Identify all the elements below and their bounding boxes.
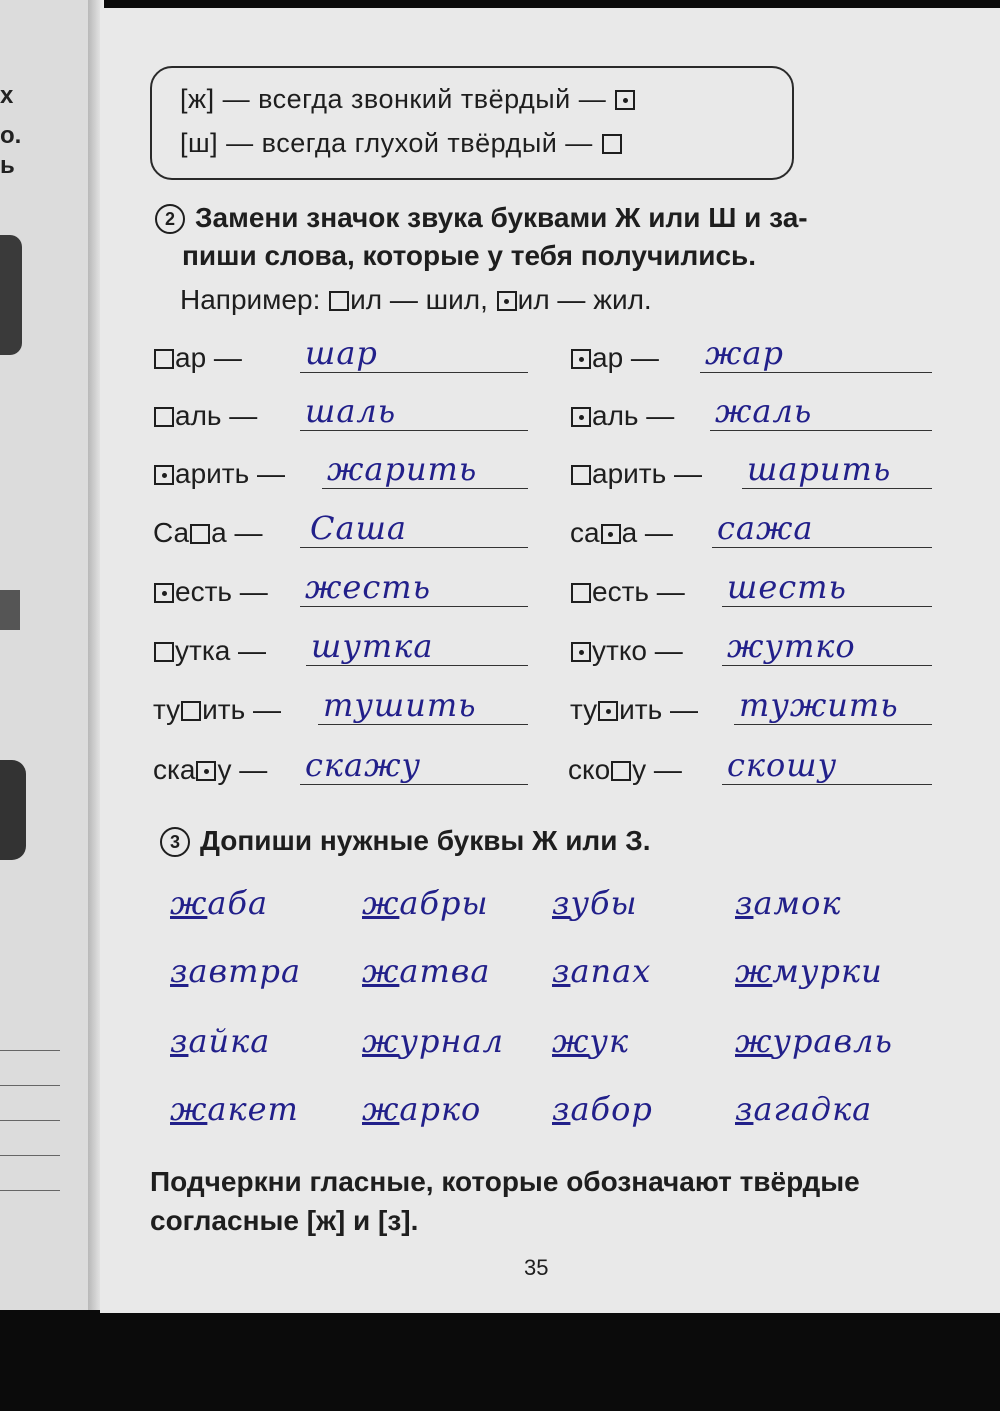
task2-title-line2: пиши слова, которые у тебя получились. — [182, 240, 757, 271]
handwritten-answer: скажу — [305, 746, 422, 784]
answer-line — [300, 547, 528, 548]
task3-footer-line1: Подчеркни гласные, которые обозначают твёрдые — [150, 1166, 860, 1197]
handwritten-answer: шутка — [311, 627, 434, 665]
task2-prompt: арить — — [570, 458, 702, 490]
handwritten-word: забор — [552, 1090, 653, 1128]
answer-line — [742, 488, 932, 489]
left-page-edge — [0, 0, 92, 1310]
handwritten-word: журнал — [362, 1022, 504, 1060]
voiceless-sound-icon — [154, 642, 174, 662]
task2-prompt: утко — — [570, 635, 683, 667]
left-page-illustration — [0, 235, 22, 355]
task2-prompt: ту ить — — [570, 694, 698, 725]
answer-line — [722, 784, 932, 785]
handwritten-answer: жар — [705, 334, 784, 372]
voiced-sound-icon — [571, 349, 591, 369]
left-page-fragment: о. — [0, 122, 22, 149]
voiceless-sound-icon — [190, 524, 210, 544]
answer-line — [722, 606, 932, 607]
handwritten-answer: шаль — [305, 392, 397, 430]
task2-prompt: арить — — [153, 458, 285, 490]
handwritten-answer: шесть — [727, 568, 847, 606]
voiceless-sound-icon — [571, 465, 591, 485]
task2-title-line1: Замени значок звука буквами Ж или Ш и за- — [195, 202, 808, 233]
task2-prompt: утка — — [153, 635, 266, 667]
handwritten-word: зубы — [552, 884, 638, 922]
rule-text: [ж] — всегда звонкий твёрдый — — [180, 84, 607, 114]
answer-line — [700, 372, 932, 373]
left-page-fragment: х — [0, 82, 14, 109]
handwritten-word: жакет — [170, 1090, 299, 1128]
page-number: 35 — [524, 1255, 549, 1280]
handwritten-answer: жарить — [327, 450, 478, 488]
task2-prompt: есть — — [153, 576, 268, 608]
handwritten-answer: шарить — [747, 450, 892, 488]
left-page-illustration — [0, 760, 26, 860]
example-word: ил — шил, — [350, 284, 488, 315]
task3-title-text: Допиши нужные буквы Ж или З. — [200, 825, 651, 856]
handwritten-answer: жесть — [305, 568, 431, 606]
left-page-line — [0, 1155, 60, 1156]
answer-line — [734, 724, 932, 725]
handwritten-answer: жаль — [715, 392, 813, 430]
left-page-fragment: ь — [0, 152, 15, 179]
voiced-sound-icon — [571, 407, 591, 427]
handwritten-answer: Саша — [310, 509, 407, 547]
rule-text: [ш] — всегда глухой твёрдый — — [180, 128, 593, 158]
answer-line — [722, 665, 932, 666]
rule-line-zh — [180, 84, 636, 115]
example-word: ил — жил. — [517, 284, 652, 315]
task2-prompt: ту ить — — [153, 694, 281, 725]
task3-title — [160, 825, 651, 857]
voiced-sound-icon — [196, 761, 216, 781]
voiced-sound-icon — [601, 524, 621, 544]
handwritten-word: завтра — [170, 952, 302, 990]
left-page-line — [0, 1190, 60, 1191]
voiceless-sound-icon — [611, 761, 631, 781]
voiceless-sound-icon — [571, 583, 591, 603]
answer-line — [306, 665, 528, 666]
answer-line — [318, 724, 528, 725]
voiceless-sound-icon — [329, 291, 349, 311]
task2-prompt: ар — — [570, 342, 659, 374]
voiced-sound-icon — [154, 583, 174, 603]
handwritten-answer: тушить — [323, 686, 477, 724]
handwritten-word: журавль — [735, 1022, 893, 1060]
handwritten-answer: сажа — [717, 509, 814, 547]
task2-prompt: есть — — [570, 576, 685, 608]
voiceless-sound-icon — [154, 407, 174, 427]
task2-title — [155, 202, 808, 234]
handwritten-answer: шар — [305, 334, 378, 372]
voiced-sound-icon — [497, 291, 517, 311]
task-number-icon: 3 — [160, 827, 190, 857]
left-page-line — [0, 1085, 60, 1086]
rule-line-sh — [180, 128, 623, 159]
voiced-sound-icon — [598, 701, 618, 721]
handwritten-word: жук — [552, 1022, 630, 1060]
answer-line — [300, 784, 528, 785]
handwritten-word: жабры — [362, 884, 489, 922]
voiceless-sound-icon — [154, 349, 174, 369]
answer-line — [300, 372, 528, 373]
task2-prompt: ар — — [153, 342, 242, 374]
handwritten-answer: скошу — [727, 746, 838, 784]
handwritten-word: жарко — [362, 1090, 482, 1128]
left-page-illustration — [0, 590, 20, 630]
handwritten-word: загадка — [735, 1090, 873, 1128]
voiceless-sound-icon — [602, 134, 622, 154]
handwritten-answer: тужить — [739, 686, 899, 724]
task-number-icon: 2 — [155, 204, 185, 234]
task2-prompt: са а — — [570, 517, 673, 548]
voiced-sound-icon — [571, 642, 591, 662]
answer-line — [300, 430, 528, 431]
task2-prompt: ско у — — [568, 754, 682, 785]
voiceless-sound-icon — [181, 701, 201, 721]
task2-prompt: ска у — — [153, 754, 268, 785]
answer-line — [322, 488, 528, 489]
handwritten-word: зайка — [170, 1022, 271, 1060]
example-label: Например: — [180, 284, 321, 315]
task2-prompt: аль — — [570, 400, 674, 432]
handwritten-word: замок — [735, 884, 842, 922]
handwritten-answer: жутко — [727, 627, 856, 665]
answer-line — [300, 606, 528, 607]
handwritten-word: жмурки — [735, 952, 883, 990]
voiced-sound-icon — [615, 90, 635, 110]
task2-prompt: Са а — — [153, 517, 263, 548]
task3-footer-line2: согласные [ж] и [з]. — [150, 1205, 419, 1236]
handwritten-word: жаба — [170, 884, 269, 922]
left-page-line — [0, 1120, 60, 1121]
handwritten-word: запах — [552, 952, 652, 990]
left-page-line — [0, 1050, 60, 1051]
answer-line — [710, 430, 932, 431]
answer-line — [712, 547, 932, 548]
handwritten-word: жатва — [362, 952, 491, 990]
task2-example — [180, 284, 652, 316]
voiced-sound-icon — [154, 465, 174, 485]
task2-prompt: аль — — [153, 400, 257, 432]
